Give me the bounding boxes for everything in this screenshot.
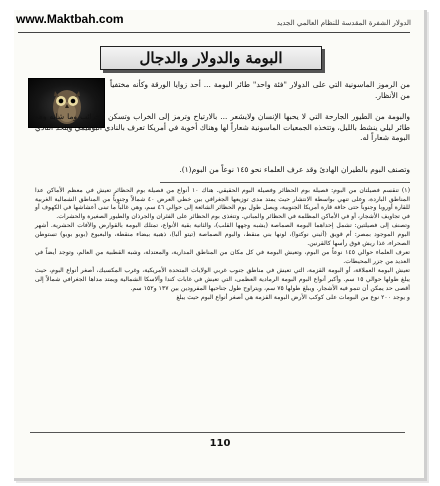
intro-paragraph-1: من الرموز الماسونية التي على الدولار "فئة واحد" طائر البومة ... أحد زوايا الورقة وكأنه مختفياً من الأنظار. bbox=[110, 80, 410, 100]
chapter-title-box bbox=[100, 46, 322, 70]
running-title: الدولار الشفرة المقدسة للنظام العالمي الجديد bbox=[276, 19, 411, 27]
chapter-title: البومة والدولار والدجال bbox=[139, 49, 283, 67]
footnote-divider bbox=[160, 182, 410, 183]
footnote-paragraph: (١) تنقسم فصيلتان من البوم: فصيلة بوم الحظائر وفصيلة البوم الحقيقي. هناك ١٠ أنواع من فصيلة بوم الحظائر تعيش في معظم الأماكن عدا المناطق الباردة، وعلى تنهي بواسطة الانتشار حيث يمتد مدى توزيعها الجغرافي بين خطي العرض ٤٠ شمالاً وجنوباً من المناطق الشمالية الغربية للقارة أوروبا وجنوباً حتى حافة قارة أمريكا الجنوبية، ويصل طول بوم الحظائر الشائعة إلى حوالي ٤٦ سم، وهي غالباً ما تبنى أعشاشها في الكهوف أو في تجاويف الأشجار، أو في الأماكن المظلمة في الحظائر والمباني. وتتغذى بوم الحظائر على الفئران والجرذان والطيور الصغيرة والحشرات. bbox=[35, 187, 410, 220]
footnote-paragraph: و يوجد ٢٠٠ نوع من البومات على كوكب الأرض البومة القزمة هي أصغر أنواع البوم حيث يبلغ bbox=[176, 294, 410, 302]
lead-paragraph: وتصنف البوم بالطيران الهادئ وقد عرف العلماء نحو ١٤٥ نوعاً من البوم(١). bbox=[179, 165, 410, 174]
page-number: 110 bbox=[209, 438, 231, 449]
header-rule bbox=[18, 32, 410, 33]
site-watermark: www.Maktbah.com bbox=[16, 12, 124, 26]
intro-paragraph-2: والبومة من الطيور الجارحة التي لا يحبها الإنسان ولايشعر ... بالارتياح وترمز إلى الخراب وتسكن الخرائب وما شابه وهو طائر ليلي ينشط بالليل، وتتخذه الجمعيات الماسونية شعاراً لها وهناك أخوية في أمريكا تعرف بالنادي البوهيمي ويتخذ النادي البومة شعاراً له. bbox=[35, 112, 410, 142]
footnotes bbox=[35, 187, 410, 304]
footnote-paragraph: تعيش البومة العملاقة، أو البومة القزمة، التي تعيش في مناطق جنوب غربي الولايات المتحدة الأمريكية، وغرب المكسيك، أصغر أنواع البوم، حيث يبلغ طولها حوالي ١٥ سم. وأكبر أنواع البوم البومة الرمادية العظمى، التي تعيش في غابات كندا وألاسكا الشمالية ويمتد مداها الجغرافي شمالاً إلى أقصى حد يمكن أن تنمو فيه الأشجار. ويبلغ طولها ٧٥ سم، ويتراوح طول جناحيها المفرودين بين ١٣٧ و١٥٢ سم. bbox=[35, 267, 410, 292]
footnote-paragraph: وتصنف إلى فصيلتين: تشمل إحداهما البومة الصماصة (يشبه وجهها القلب)، والثانية بقية الأنواع، تمتلك البومة بالقوارض والآفات الحشرية. أشهر البوم الموجود بمصر: أم قويق (أثيني نوكتوا)، لونها بني منقط، والبوم الصماصة (تيتو ألبا)، ذهبية بيضاء منقطة، والبعبوع (بوبو بوبو) تستوطن الصحراء، غذا ريش فوق رأسها كالقرنين. bbox=[35, 222, 410, 247]
page-header bbox=[16, 12, 411, 34]
footer-rule bbox=[30, 432, 405, 433]
footnote-paragraph: تعرف العلماء حوالي ١٤٥ نوعاً من البوم، وتعيش البومة في كل مكان من المناطق المدارية، والمعتدلة، وشبه القطبية من العالم، وتوجد أيضاً في العديد من جزر المحيطات. bbox=[35, 249, 411, 265]
